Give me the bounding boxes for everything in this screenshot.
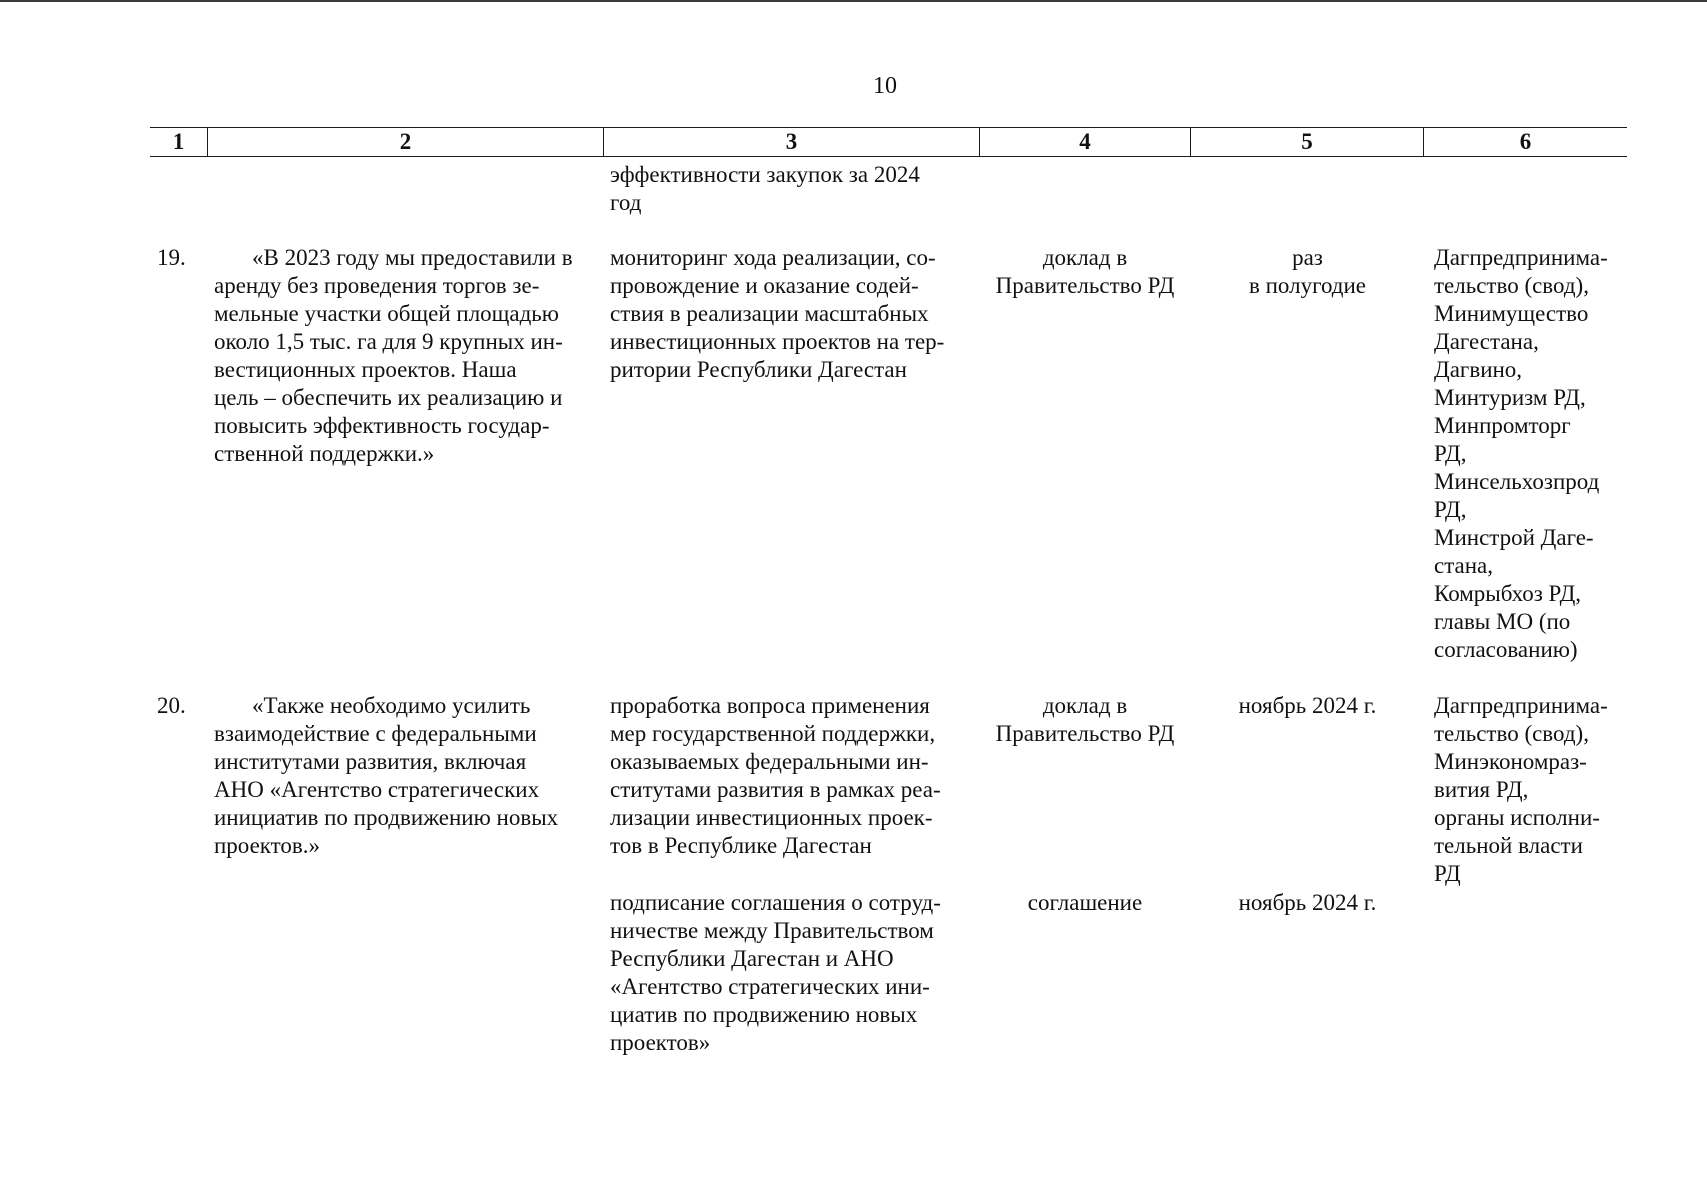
row-19-form: доклад в Правительство РД (995, 245, 1175, 298)
row-19-measure: мониторинг хода реализации, со- провождение и оказание содей- ствия в реализации масштабных инвестиционных проектов на тер- ритории Республики Дагестан (610, 245, 945, 382)
row-19-responsible: Дагпредпринима- тельство (свод), Минимущество Дагестана, Дагвино, Минтуризм РД, Минпромторг РД, Минсельхозпрод РД, Минстрой Даге- стана, Комрыбхоз РД, главы МО (по согласованию) (1434, 245, 1608, 662)
column-header-5: 5 (1191, 128, 1424, 156)
scan-top-edge (0, 0, 1707, 2)
row-20-term-1: ноябрь 2024 г. (1238, 693, 1377, 718)
row-20-form-2: соглашение (1027, 890, 1143, 915)
row-20-term-2: ноябрь 2024 г. (1238, 890, 1377, 915)
column-header-1: 1 (150, 128, 208, 156)
page-number: 10 (873, 73, 897, 99)
row-20-number: 20. (157, 693, 186, 718)
row-20-measure-2: подписание соглашения о сотруд- ничестве между Правительством Республики Дагестан и АНО «Агентство стратегических ини- циатив по продвижению новых проектов» (610, 890, 941, 1055)
row-20-form-1: доклад в Правительство РД (995, 693, 1175, 746)
row-19-quote: «В 2023 году мы предоставили в аренду без проведения торгов зе- мельные участки общей площадью около 1,5 тыс. га для 9 крупных ин- вестиционных проектов. Наша цель – обеспечить их реализацию и повысить эффективность государ- ственной поддержки.» (214, 245, 573, 466)
column-header-2: 2 (208, 128, 604, 156)
table-header-row (150, 127, 1627, 157)
row-20-responsible: Дагпредпринима- тельство (свод), Минэкономраз- вития РД, органы исполни- тельной власти РД (1434, 693, 1608, 886)
row-20-quote: «Также необходимо усилить взаимодействие с федеральными институтами развития, включая АНО «Агентство стратегических инициатив по продвижению новых проектов.» (214, 693, 559, 858)
column-header-6: 6 (1519, 129, 1532, 154)
continued-measure-text: эффективности закупок за 2024 год (610, 162, 920, 215)
column-header-3: 3 (604, 128, 980, 156)
row-20-measure-1: проработка вопроса применения мер государственной поддержки, оказываемых федеральными ин- ститутами развития в рамках реа- лизации инвестиционных проек- тов в Республике Дагестан (610, 693, 941, 858)
column-header-4: 4 (980, 128, 1191, 156)
row-19-number: 19. (157, 245, 186, 270)
row-19-term: раз в полугодие (1248, 245, 1366, 298)
